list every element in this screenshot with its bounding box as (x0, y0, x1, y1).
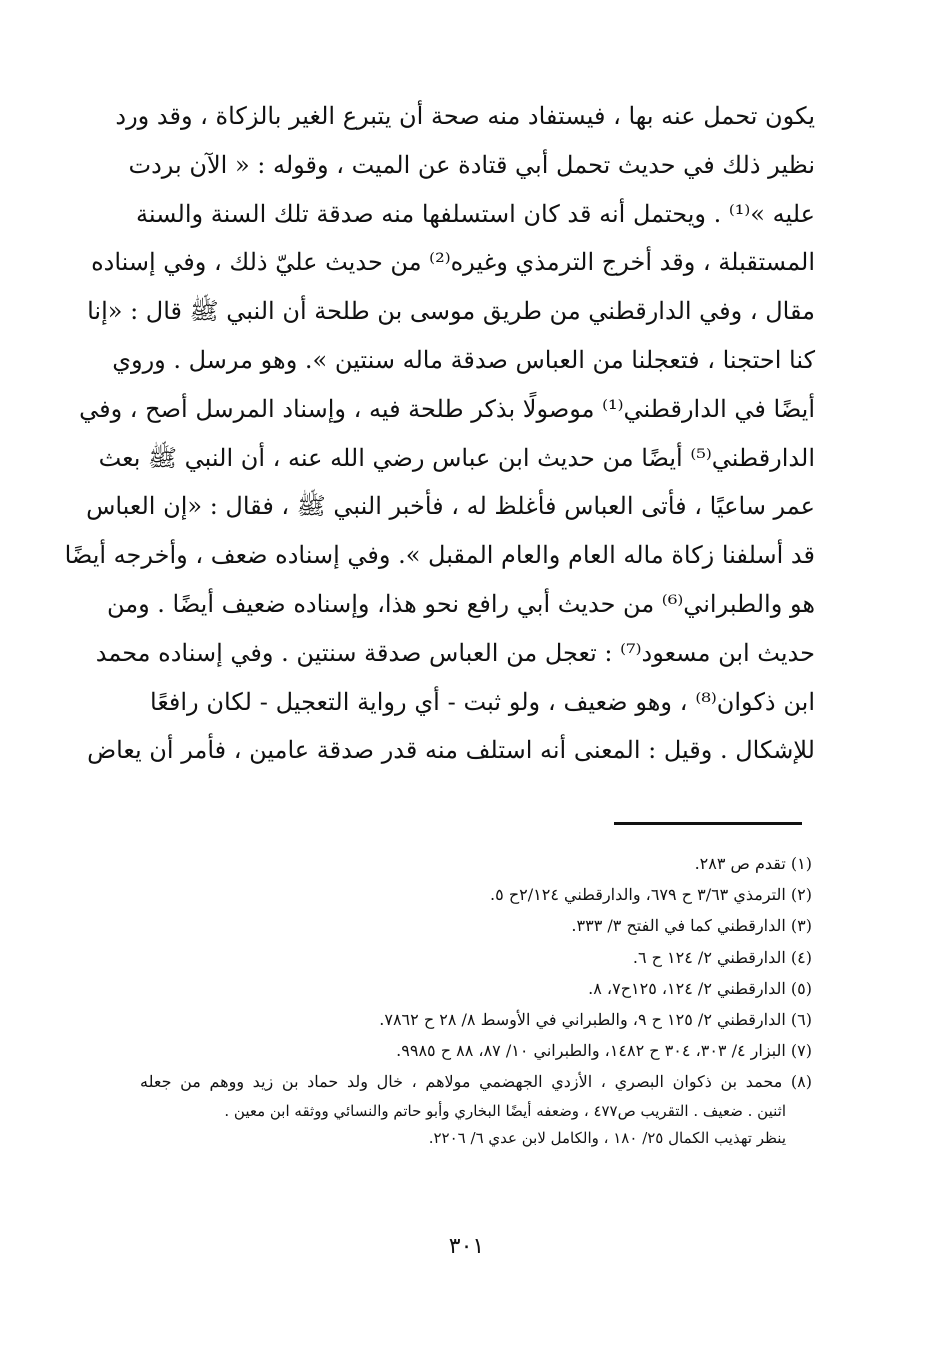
text-line: الدارقطني⁽⁵⁾ أيضًا من حديث ابن عباس رضي الله عنه ، أن النبي ﷺ بعث (98, 443, 815, 472)
text-line: عليه »⁽¹⁾ . ويحتمل أنه قد كان استسلفها منه صدقة تلك السنة والسنة (136, 199, 815, 228)
text-line: يكون تحمل عنه بها ، فيستفاد منه صحة أن يتبرع الغير بالزكاة ، وقد ورد (115, 102, 815, 130)
text-line: مقال ، وفي الدارقطني من طريق موسى بن طلحة أن النبي ﷺ قال : «إنا (87, 297, 815, 326)
footnote: (١) تقدم ص ٢٨٣. (694, 854, 812, 873)
footnote: (٨) محمد بن ذكوان البصري ، الأزدي الجهضمي مولاهم ، خال ولد حماد بن زيد ووهم من جعله (140, 1072, 812, 1092)
text-line: المستقبلة ، وقد أخرج الترمذي وغيره⁽²⁾ من حديث عليّ ذلك ، وفي إسناده (91, 248, 815, 277)
text-line: حديث ابن مسعود⁽⁷⁾ : تعجل من العباس صدقة سنتين . وفي إسناده محمد (95, 638, 815, 667)
text-line: للإشكال . وقيل : المعنى أنه استلف منه قدر صدقة عامين ، فأمر أن يعاض (87, 736, 815, 765)
text-line: ابن ذكوان⁽⁸⁾ ، وهو ضعيف ، ولو ثبت - أي رواية التعجيل - لكان رافعًا (150, 687, 815, 716)
text-line: أيضًا في الدارقطني⁽¹⁾ موصولًا بذكر طلحة فيه ، وإسناد المرسل أصح ، وفي (79, 394, 815, 423)
text-line: نظير ذلك في حديث تحمل أبي قتادة عن الميت ، وقوله : « الآن بردت (128, 150, 815, 179)
text-line: عمر ساعيًا ، فأتى العباس فأغلظ له ، فأخبر النبي ﷺ ، فقال : «إن العباس (86, 492, 815, 521)
footnote: (٢) الترمذي ٣/٦٣ ح ٦٧٩، والدارقطني ٢/١٢٤ح ٥. (490, 885, 812, 905)
main-text (64, 92, 815, 775)
text-line: كنا احتجنا ، فتعجلنا من العباس صدقة ماله سنتين ». وهو مرسل . وروي (112, 345, 815, 374)
footnote-continuation: اثنين . ضعيف . التقريب ص٤٧٧ ، وضعفه أيضًا البخاري وأبو حاتم والنسائي ووثقه ابن معين . (224, 1101, 786, 1120)
text-line: هو والطبراني⁽⁶⁾ من حديث أبي رافع نحو هذا، وإسناده ضعيف أيضًا . ومن (106, 589, 815, 618)
text-line: قد أسلفنا زكاة ماله العام والعام المقبل ». وفي إسناده ضعف ، وأخرجه أيضًا (64, 541, 815, 570)
footnote: (٣) الدارقطني كما في الفتح ٣/ ٣٣٣. (571, 916, 812, 936)
footnote: (٥) الدارقطني ٢/ ١٢٤، ١٢٥ح٧، ٨. (588, 978, 812, 998)
footnote-separator (614, 822, 802, 825)
footnote-continuation: ينظر تهذيب الكمال ٢٥/ ١٨٠ ، والكامل لابن عدي ٦/ ٢٢٠٦. (428, 1128, 786, 1147)
footnote: (٤) الدارقطني ٢/ ١٢٤ ح ٦. (632, 947, 812, 967)
page-number: ٣٠١ (448, 1234, 485, 1259)
footnote: (٧) البزار ٤/ ٣٠٣، ٣٠٤ ح ١٤٨٢، والطبراني ١٠/ ٨٧، ٨٨ ح ٩٩٨٥. (396, 1041, 812, 1061)
footnote: (٦) الدارقطني ٢/ ١٢٥ ح ٩، والطبراني في الأوسط ٨/ ٢٨ ح ٧٨٦٢. (379, 1009, 812, 1029)
footnotes (140, 848, 812, 1152)
